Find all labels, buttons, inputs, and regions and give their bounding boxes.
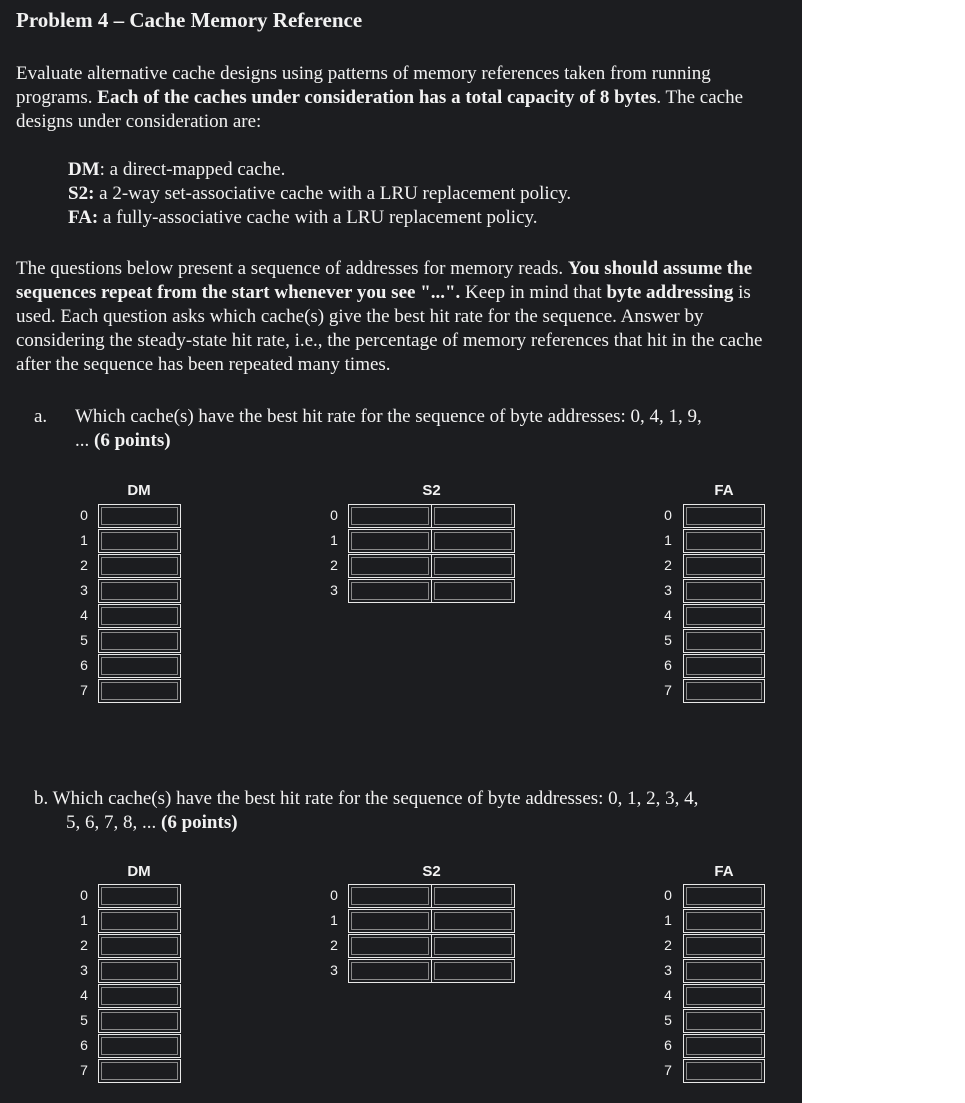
qa-fa-cell[interactable] [683,604,765,628]
qb-fa-cell[interactable] [683,984,765,1008]
qb-fa-row-index: 6 [664,1037,672,1053]
qa-dm-row-index: 4 [80,607,88,623]
qa-dm-cell[interactable] [98,529,181,553]
qa-fa-cell[interactable] [683,679,765,703]
qa-fa-cell[interactable] [683,529,765,553]
qa-fa-row-index: 0 [664,507,672,523]
qb-fa-row-index: 3 [664,962,672,978]
qa-s2-cell[interactable] [348,529,432,553]
qa-dm-row-index: 0 [80,507,88,523]
qb-dm-cell[interactable] [98,884,181,908]
qb-fa-cell[interactable] [683,934,765,958]
intro-bold: Each of the caches under consideration has a total capacity of 8 bytes [97,87,657,108]
qb-fa-title: FA [714,863,734,880]
qb-dm-cell[interactable] [98,934,181,958]
question-b-text: b. Which cache(s) have the best hit rate for the sequence of byte addresses: 0, 1, 2, 3, 4, 5, 6, 7, 8, ... (6 points) [34,788,699,833]
qa-fa-cell[interactable] [683,579,765,603]
question-b-points: (6 points) [161,812,238,833]
qb-s2-cell[interactable] [431,884,515,908]
qa-fa-row-index: 4 [664,607,672,623]
question-a-points: (6 points) [94,430,171,451]
qa-fa-row-index: 2 [664,557,672,573]
qb-fa-row-index: 1 [664,912,672,928]
qa-dm-cell[interactable] [98,629,181,653]
qb-fa-row-index: 0 [664,887,672,903]
qa-s2-cell[interactable] [348,554,432,578]
qb-s2-row-index: 2 [330,937,338,953]
qa-dm-cell[interactable] [98,554,181,578]
qa-s2-cell[interactable] [431,504,515,528]
qa-dm-row-index: 3 [80,582,88,598]
qb-dm-row-index: 2 [80,937,88,953]
qb-fa-cell[interactable] [683,1009,765,1033]
qb-dm-row-index: 4 [80,987,88,1003]
qb-s2-row-index: 0 [330,887,338,903]
intro-paragraph [16,62,786,134]
qb-s2-cell[interactable] [348,959,432,983]
qa-s2-row-index: 1 [330,532,338,548]
qa-dm-cell[interactable] [98,604,181,628]
qb-s2-cell[interactable] [431,934,515,958]
qa-fa-row-index: 3 [664,582,672,598]
qb-dm-row-index: 7 [80,1062,88,1078]
qb-fa-cell[interactable] [683,884,765,908]
qb-s2-row-index: 1 [330,912,338,928]
qa-s2-cell[interactable] [431,554,515,578]
qa-fa-cell[interactable] [683,629,765,653]
qb-fa-row-index: 2 [664,937,672,953]
qa-dm-title: DM [127,482,151,499]
qb-dm-cell[interactable] [98,1059,181,1083]
design-dm: DM: a direct-mapped cache. [68,159,286,180]
qb-s2-cell[interactable] [348,884,432,908]
qa-fa-cell[interactable] [683,504,765,528]
qa-s2-cell[interactable] [348,504,432,528]
qb-dm-row-index: 6 [80,1037,88,1053]
qb-dm-cell[interactable] [98,1009,181,1033]
qb-dm-cell[interactable] [98,1034,181,1058]
qa-dm-row-index: 7 [80,682,88,698]
qa-s2-row-index: 3 [330,582,338,598]
qa-dm-row-index: 2 [80,557,88,573]
qb-dm-row-index: 0 [80,887,88,903]
qb-fa-cell[interactable] [683,1059,765,1083]
question-b-marker: b. [34,788,49,809]
design-list [68,158,571,230]
qa-s2-cell[interactable] [348,579,432,603]
qb-dm-cell[interactable] [98,959,181,983]
qa-dm-row-index: 5 [80,632,88,648]
qb-dm-row-index: 3 [80,962,88,978]
qa-s2-row-index: 2 [330,557,338,573]
qa-dm-cell[interactable] [98,579,181,603]
qb-s2-cell[interactable] [348,934,432,958]
qa-s2-row-index: 0 [330,507,338,523]
qb-s2-cell[interactable] [431,959,515,983]
qb-s2-title: S2 [422,863,441,880]
qa-fa-row-index: 6 [664,657,672,673]
qb-fa-row-index: 4 [664,987,672,1003]
qb-fa-cell[interactable] [683,909,765,933]
qa-fa-row-index: 5 [664,632,672,648]
qb-fa-row-index: 7 [664,1062,672,1078]
qb-s2-row-index: 3 [330,962,338,978]
qa-fa-row-index: 7 [664,682,672,698]
qb-s2-cell[interactable] [348,909,432,933]
qb-dm-title: DM [127,863,151,880]
qb-dm-row-index: 1 [80,912,88,928]
qa-dm-cell[interactable] [98,504,181,528]
design-fa: FA: a fully-associative cache with a LRU replacement policy. [68,207,538,228]
design-s2: S2: a 2-way set-associative cache with a LRU replacement policy. [68,183,572,204]
qa-fa-cell[interactable] [683,654,765,678]
problem-title: Problem 4 – Cache Memory Reference [16,8,363,32]
qb-dm-cell[interactable] [98,984,181,1008]
qa-dm-cell[interactable] [98,654,181,678]
question-a-text: Which cache(s) have the best hit rate for the sequence of byte addresses: 0, 4, 1, 9, ... (6 points) [75,406,702,451]
qa-dm-cell[interactable] [98,679,181,703]
qb-fa-row-index: 5 [664,1012,672,1028]
qa-s2-cell[interactable] [431,529,515,553]
qb-fa-cell[interactable] [683,959,765,983]
qa-fa-row-index: 1 [664,532,672,548]
question-a-marker: a. [34,406,48,427]
qb-s2-cell[interactable] [431,909,515,933]
qa-fa-title: FA [714,482,734,499]
qa-s2-title: S2 [422,482,441,499]
intro-text-end: . The cache designs under consideration are: [16,87,744,132]
qb-dm-cell[interactable] [98,909,181,933]
qb-dm-row-index: 5 [80,1012,88,1028]
intro-text: Evaluate alternative cache designs using patterns of memory references taken from running programs. [16,63,711,108]
qa-dm-row-index: 6 [80,657,88,673]
qa-dm-row-index: 1 [80,532,88,548]
qa-s2-cell[interactable] [431,579,515,603]
qb-fa-cell[interactable] [683,1034,765,1058]
qa-fa-cell[interactable] [683,554,765,578]
instructions-paragraph: The questions below present a sequence of addresses for memory reads. You should assume the sequences repeat from the start whenever you see "...". Keep in mind that byte addressing is used. Each question asks which cache(s) give the best hit rate for the sequence. Answer by considering the steady-state hit rate, i.e., the percentage of memory references that hit in the cache after the sequence has been repeated many times. [16,258,763,375]
